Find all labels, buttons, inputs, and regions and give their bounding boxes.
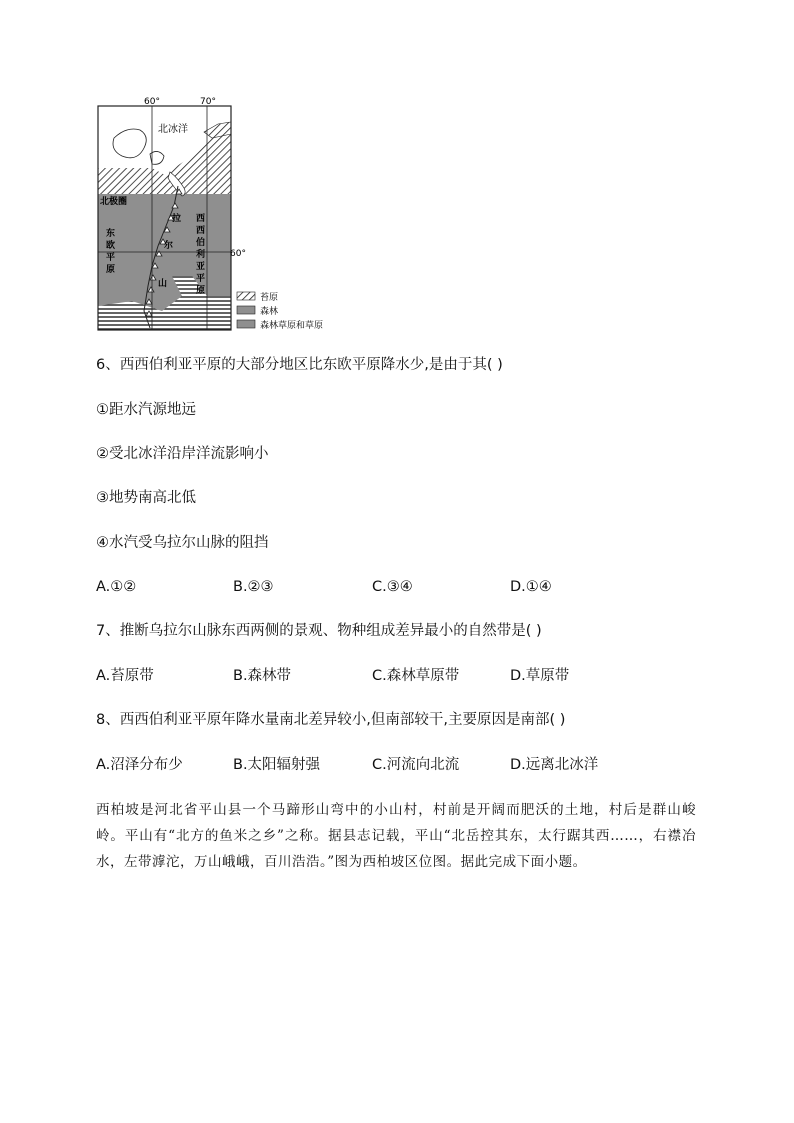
option-a[interactable]: A.①②: [96, 579, 137, 595]
ural-char: 拉: [172, 214, 182, 224]
ural-char: 山: [158, 279, 168, 289]
lat-60-label: 60°: [230, 249, 246, 259]
siberia-char: 利: [196, 250, 206, 260]
map-legend: [237, 291, 323, 331]
siberia-char: 西: [196, 226, 206, 236]
lon-70-label: 70°: [200, 97, 216, 107]
option-a[interactable]: A.苔原带: [96, 668, 154, 684]
reading-passage: 西柏坡是河北省平山县一个马蹄形山弯中的小山村，村前是开阔而肥沃的土地，村后是群山峻岭。平山有“北方的鱼米之乡”之称。据县志记载，平山“北岳控其东，太行踞其西……，右襟冶水，左带滹沱，万山峨峨，百川浩浩。”图为西柏坡区位图。据此完成下面小题。: [96, 802, 696, 870]
lon-60-label: 60°: [144, 97, 160, 107]
siberia-char: 伯: [196, 238, 206, 248]
statement-1: ①距水汽源地远: [96, 402, 196, 418]
legend-tundra: 苔原: [260, 293, 279, 303]
option-b[interactable]: B.太阳辐射强: [233, 757, 321, 773]
statement-2: ②受北冰洋沿岸洋流影响小: [96, 446, 269, 462]
plain-char: 原: [106, 265, 116, 275]
ural-char: 尔: [164, 241, 174, 251]
option-b[interactable]: B.森林带: [233, 668, 292, 684]
siberia-char: 亚: [196, 262, 206, 272]
siberia-char: 西: [196, 214, 206, 224]
siberia-char: 原: [196, 286, 206, 296]
siberia-char: 平: [196, 274, 206, 284]
ocean-label: 北冰洋: [158, 124, 188, 135]
legend-forest: 森林: [260, 307, 279, 317]
plain-char: 东: [106, 229, 116, 239]
question-6: 6、西西伯利亚平原的大部分地区比东欧平原降水少,是由于其( ): [96, 357, 503, 373]
statement-4: ④水汽受乌拉尔山脉的阻挡: [96, 535, 269, 551]
question-7: 7、推断乌拉尔山脉东西两侧的景观、物种组成差异最小的自然带是( ): [96, 623, 542, 639]
option-c[interactable]: C.森林草原带: [372, 668, 460, 684]
plain-char: 平: [106, 253, 116, 263]
arctic-circle-label: 北极圈: [100, 197, 128, 207]
legend-steppe: 森林草原和草原: [260, 321, 324, 331]
option-d[interactable]: D.①④: [510, 579, 552, 595]
statement-3: ③地势南高北低: [96, 490, 196, 506]
question-8: 8、西西伯利亚平原年降水量南北差异较小,但南部较干,主要原因是南部( ): [96, 712, 566, 728]
plain-char: 欧: [106, 241, 116, 251]
vegetation-map: [92, 96, 342, 336]
option-c[interactable]: C.③④: [372, 579, 413, 595]
option-d[interactable]: D.草原带: [510, 668, 570, 684]
option-c[interactable]: C.河流向北流: [372, 757, 460, 773]
option-a[interactable]: A.沼泽分布少: [96, 757, 183, 773]
option-b[interactable]: B.②③: [233, 579, 274, 595]
option-d[interactable]: D.远离北冰洋: [510, 757, 599, 773]
